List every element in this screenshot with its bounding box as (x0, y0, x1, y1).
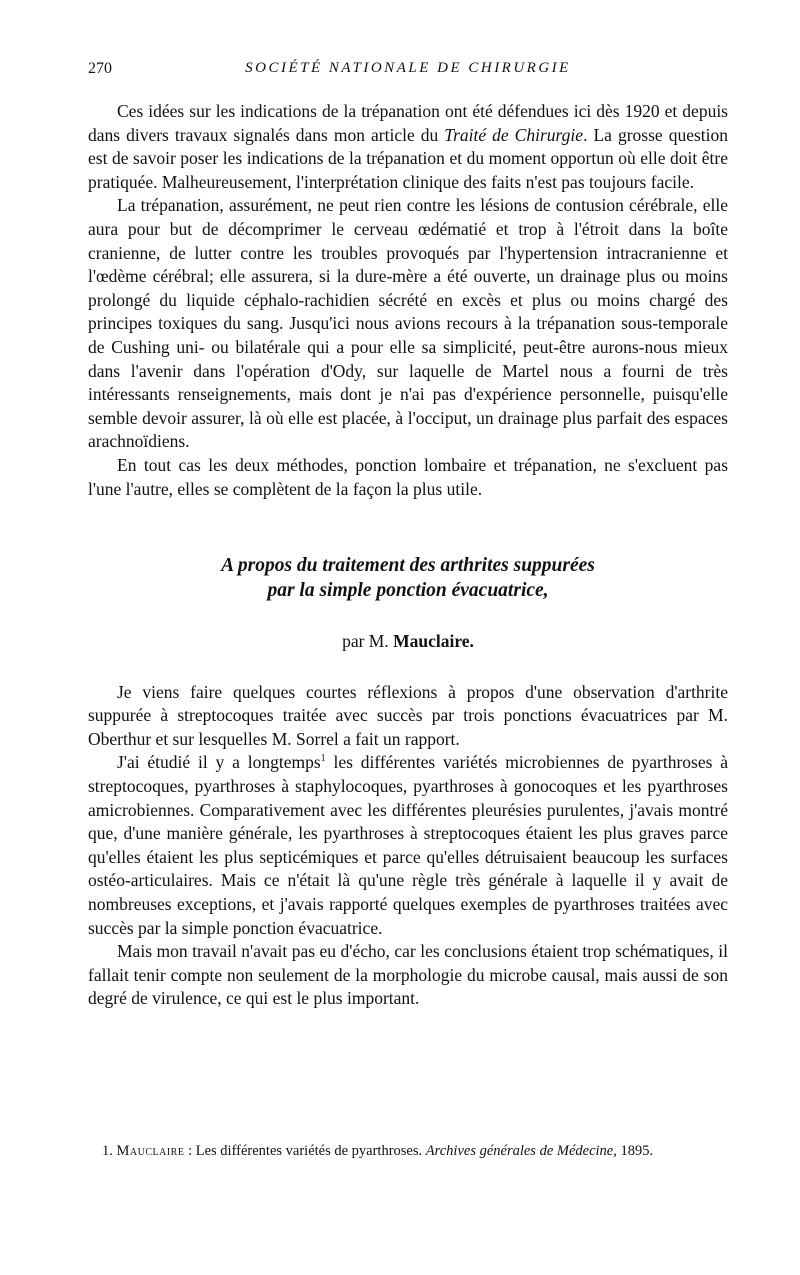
footnote-number: 1. (102, 1143, 117, 1159)
paragraph: Je viens faire quelques courtes réflexions à propos d'une observation d'arthrite suppurée à streptocoques traitée avec succès par trois ponctions évacuatrices par M. Oberthur et sur lesquelles M. Sorrel a fait un rapport. (88, 681, 728, 749)
italic-citation: Traité de Chirurgie (444, 124, 584, 145)
section-title (88, 553, 728, 603)
page-number: 270 (88, 60, 112, 77)
text-run: . La grosse question est de savoir poser les indications de la trépanation et du moment opportun où elle doit être pratiquée. Malheureusement, l'interprétation clinique des faits n'est pas toujours facile. (88, 124, 728, 192)
author-line (88, 630, 728, 654)
paragraph (88, 751, 728, 940)
author-prefix: par M. (342, 631, 394, 652)
paragraph: La trépanation, assurément, ne peut rien contre les lésions de contusion cérébrale, elle aura pour but de décomprimer le cerveau œdématié et trop à l'étroit dans la boîte cranienne, de lutter contre les troubles provoqués par l'hypertension intracranienne et l'œdème cérébral; elle assurera, si la dure-mère a été ouverte, un drainage plus ou moins prolongé du liquide céphalo-rachidien sécrété en excès et plus ou moins chargé des principes toxiques du sang. Jusqu'ici nous avions recours à la trépanation sous-temporale de Cushing uni- ou bilatérale qui a pour elle sa simplicité, peut-être aurons-nous mieux dans l'avenir dans l'opération d'Ody, sur laquelle de Martel nous a fourni de très intéressants renseignements, mais dont je n'ai pas d'expérience personnelle, puisqu'elle semble devoir assurer, là où elle est placée, à l'occiput, un drainage plus parfait des espaces arachnoïdiens. (88, 195, 728, 452)
paragraph: Mais mon travail n'avait pas eu d'écho, car les conclusions étaient trop schématiques, il fallait tenir compte non seulement de la morphologie du microbe causal, mais aussi de son degré de virulence, ce qui est le plus important. (88, 941, 728, 1009)
author-name: Mauclaire. (393, 631, 474, 652)
footnote-text: : Les différentes variétés de pyarthroses. (184, 1143, 426, 1159)
section-title-line: A propos du traitement des arthrites suppurées (221, 555, 595, 577)
section-title-line: par la simple ponction évacuatrice, (267, 580, 549, 602)
footnote-year: , 1895. (613, 1143, 654, 1159)
page-header (88, 60, 728, 84)
body-text (88, 100, 728, 1011)
text-run: Ces idées sur les indications de la trépanation ont été défendues ici dès 1920 et depuis dans divers travaux signalés dans mon article du (88, 101, 728, 145)
paragraph (88, 100, 728, 194)
footnote-journal: Archives générales de Médecine (425, 1143, 614, 1159)
paragraph: En tout cas les deux méthodes, ponction lombaire et trépanation, ne s'excluent pas l'une l'autre, elles se complètent de la façon la plus utile. (88, 454, 728, 499)
text-run: J'ai étudié il y a longtemps (117, 752, 321, 773)
footnote-mark: 1 (320, 753, 326, 765)
footnote (88, 1142, 728, 1161)
text-run: les différentes variétés microbiennes de pyarthroses à streptocoques, pyarthroses à staphylocoques, pyarthroses à gonocoques et les pyarthroses amicrobiennes. Comparativement avec les différentes pleurésies purulentes, j'avais montré que, d'une manière générale, les pyarthroses à streptocoques étaient les plus graves parce qu'elles étaient les plus septicémiques et parce qu'elles détruisaient beaucoup les surfaces ostéo-articulaires. Mais ce n'était là qu'une règle très générale à laquelle il y avait de nombreuses exceptions, et j'avais rapporté quelques exemples de pyarthroses traitées avec succès par la simple ponction évacuatrice. (88, 752, 729, 938)
running-head: SOCIÉTÉ NATIONALE DE CHIRURGIE (245, 60, 571, 76)
footnote-author: Mauclaire (116, 1143, 185, 1159)
